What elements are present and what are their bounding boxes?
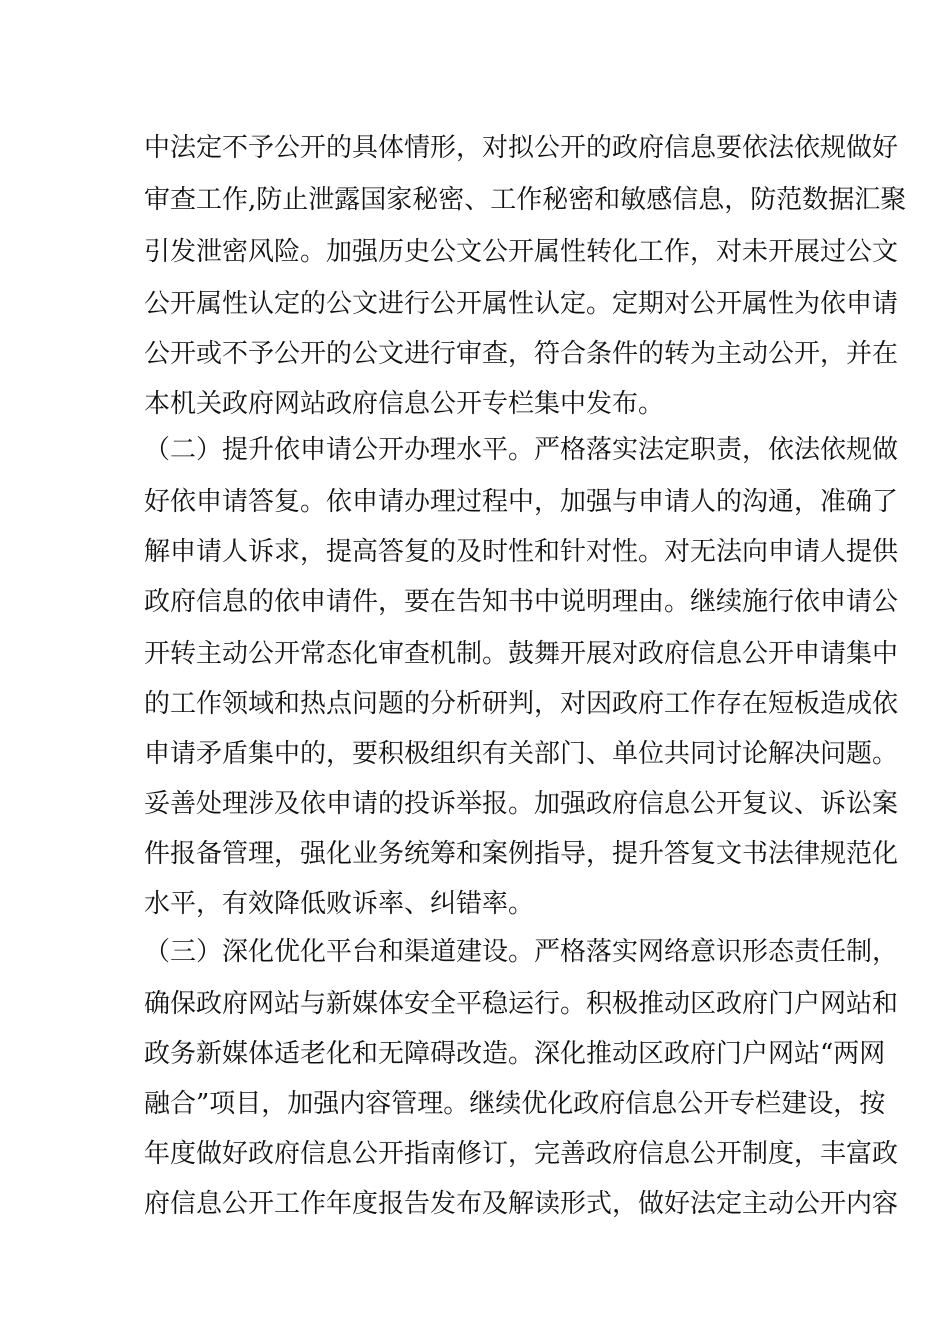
text-line-12: 的工作领域和热点问题的分析研判，对因政府工作存在短板造成依 bbox=[144, 689, 899, 719]
text-line-21: 年度做好政府信息公开指南修订，完善政府信息公开制度，丰富政 bbox=[144, 1139, 899, 1169]
text-line-10: 政府信息的依申请件，要在告知书中说明理由。继续施行依申请公 bbox=[144, 587, 899, 617]
text-line-14: 妥善处理涉及依申请的投诉举报。加强政府信息公开复议、诉讼案 bbox=[144, 789, 899, 819]
text-line-13: 申请矛盾集中的，要积极组织有关部门、单位共同讨论解决问题。 bbox=[144, 739, 899, 769]
text-line-18: 确保政府网站与新媒体安全平稳运行。积极推动区政府门户网站和 bbox=[144, 989, 899, 1019]
text-line-6: 本机关政府网站政府信息公开专栏集中发布。 bbox=[144, 389, 665, 419]
text-line-4: 公开属性认定的公文进行公开属性认定。定期对公开属性为依申请 bbox=[144, 289, 899, 319]
text-line-8: 好依申请答复。依申请办理过程中，加强与申请人的沟通，准确了 bbox=[144, 487, 899, 517]
text-line-20: 融合”项目，加强内容管理。继续优化政府信息公开专栏建设，按 bbox=[144, 1089, 886, 1119]
text-line-17: （三）深化优化平台和渠道建设。严格落实网络意识形态责任制， bbox=[144, 937, 899, 967]
text-line-3: 引发泄密风险。加强历史公文公开属性转化工作，对未开展过公文 bbox=[144, 237, 899, 267]
text-line-11: 开转主动公开常态化审查机制。鼓舞开展对政府信息公开申请集中 bbox=[144, 639, 899, 669]
text-line-9: 解申请人诉求，提高答复的及时性和针对性。对无法向申请人提供 bbox=[144, 537, 899, 567]
text-line-1: 中法定不予公开的具体情形，对拟公开的政府信息要依法依规做好 bbox=[144, 133, 899, 163]
text-line-7: （二）提升依申请公开办理水平。严格落实法定职责，依法依规做 bbox=[144, 435, 899, 465]
text-line-19: 政务新媒体适老化和无障碍改造。深化推动区政府门户网站“两网 bbox=[144, 1039, 886, 1069]
text-line-22: 府信息公开工作年度报告发布及解读形式，做好法定主动公开内容 bbox=[144, 1189, 899, 1219]
text-line-16: 水平，有效降低败诉率、纠错率。 bbox=[144, 889, 535, 919]
text-line-2: 审查工作,防止泄露国家秘密、工作秘密和敏感信息，防范数据汇聚 bbox=[144, 185, 907, 215]
text-line-15: 件报备管理，强化业务统筹和案例指导，提升答复文书法律规范化 bbox=[144, 839, 899, 869]
text-line-5: 公开或不予公开的公文进行审查，符合条件的转为主动公开，并在 bbox=[144, 339, 899, 369]
